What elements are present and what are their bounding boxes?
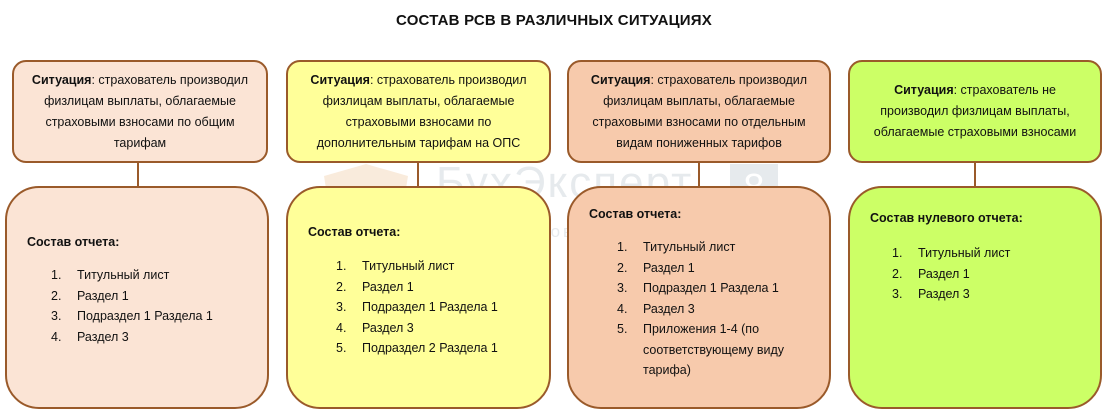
- list-item: 4. Раздел 3: [336, 320, 414, 335]
- situation-text-1: Ситуация: страхователь производил физлицам выплаты, облагаемые страховыми взносами по общим тарифам: [31, 72, 249, 150]
- report-list-1: [51, 265, 213, 347]
- report-box-2: [286, 186, 551, 409]
- report-list-4: [892, 243, 1010, 305]
- list-item: 1. Титульный лист: [617, 240, 736, 254]
- connector-2: [417, 163, 419, 187]
- situation-box-2: [286, 60, 551, 163]
- report-list-2: [336, 256, 498, 359]
- list-item: 2. Раздел 1: [617, 260, 695, 275]
- list-item: 5. Подраздел 2 Раздела 1: [336, 341, 498, 355]
- connector-4: [974, 163, 976, 187]
- report-heading-3: Состав отчета:: [589, 207, 682, 221]
- situation-text-4: Ситуация: страхователь не производил физлицам выплаты, облагаемые страховыми взносами: [873, 83, 1077, 139]
- report-list-3: [617, 237, 813, 381]
- connector-1: [137, 163, 139, 187]
- list-item: 5. Приложения 1-4 (по соответствующему виду тарифа): [617, 322, 785, 377]
- watermark-brand: БухЭксперт: [436, 158, 694, 207]
- list-item: 1. Титульный лист: [336, 259, 455, 273]
- page-title: СОСТАВ РСВ В РАЗЛИЧНЫХ СИТУАЦИЯХ: [396, 12, 712, 29]
- report-box-1: [5, 186, 269, 409]
- list-item: 2. Раздел 1: [892, 266, 970, 281]
- list-item: 2. Раздел 1: [51, 288, 129, 303]
- list-item: 3. Раздел 3: [892, 287, 970, 301]
- list-item: 4. Раздел 3: [617, 301, 695, 316]
- situation-box-1: [12, 60, 268, 163]
- list-item: 3. Подраздел 1 Раздела 1: [336, 300, 498, 314]
- list-item: 2. Раздел 1: [336, 279, 414, 294]
- situation-text-2: Ситуация: страхователь производил физлицам выплаты, облагаемые страховыми взносами по дополнительным тарифам на ОПС: [310, 72, 527, 150]
- report-heading-2: Состав отчета:: [308, 225, 401, 239]
- situation-box-3: [567, 60, 831, 163]
- list-item: 3. Подраздел 1 Раздела 1: [617, 281, 779, 295]
- report-box-4: [848, 186, 1102, 409]
- situation-text-3: Ситуация: страхователь производил физлицам выплаты, облагаемые страховыми взносами по отдельным видам пониженных тарифов: [590, 72, 808, 150]
- situation-box-4: [848, 60, 1102, 163]
- report-box-3: [567, 186, 831, 409]
- list-item: 4. Раздел 3: [51, 329, 129, 344]
- report-heading-4: Состав нулевого отчета:: [870, 211, 1023, 225]
- connector-3: [698, 163, 700, 187]
- report-heading-1: Состав отчета:: [27, 235, 120, 249]
- list-item: 3. Подраздел 1 Раздела 1: [51, 309, 213, 323]
- list-item: 1. Титульный лист: [51, 268, 170, 282]
- list-item: 1. Титульный лист: [892, 246, 1011, 260]
